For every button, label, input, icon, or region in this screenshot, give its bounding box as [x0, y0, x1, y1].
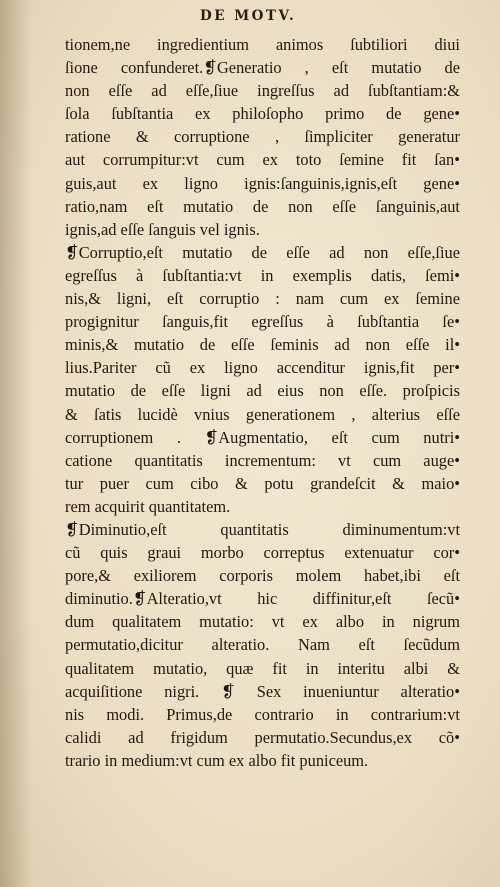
- text-line: non eſſe ad eſſe,ſiue ingreſſus ad ſubſtantiam:&: [65, 81, 460, 101]
- text-line: rem acquirit quantitatem.: [65, 496, 231, 516]
- text-line: ❡Diminutio,eſt quantitatis diminumentum:vt: [65, 519, 460, 539]
- text-line: tur puer cum cibo & potu grandeſcit & maio•: [65, 473, 460, 493]
- text-line: nis,& ligni, eſt corruptio : nam cum ex ſemine: [65, 289, 460, 309]
- text-line: egreſſus à ſubſtantia:vt in exemplis datis, ſemi•: [65, 265, 460, 285]
- text-line: & ſatis lucidè vnius generationem , alterius eſſe: [65, 404, 460, 424]
- text-line: nis modi. Primus,de contrario in contrarium:vt: [65, 704, 460, 724]
- body-text: [65, 33, 460, 772]
- text-line: calidi ad frigidum permutatio.Secundus,ex cõ•: [65, 727, 460, 747]
- text-line: pore,& exiliorem corporis molem habet,ibi eſt: [65, 566, 460, 586]
- text-line: aut corrumpitur:vt cum ex toto ſemine fit ſan•: [65, 150, 460, 170]
- text-line: ſione confunderet.❡Generatio , eſt mutatio de: [65, 58, 460, 78]
- text-line: mutatio de eſſe ligni ad eius non eſſe. proſpicis: [65, 381, 460, 401]
- text-line: ſola ſubſtantia ex philoſopho primo de gene•: [65, 104, 460, 124]
- text-line: qualitatem mutatio, quæ fit in interitu albi &: [65, 658, 460, 678]
- text-line: catione quantitatis incrementum: vt cum auge•: [65, 450, 460, 470]
- text-line: ignis,ad eſſe ſanguis vel ignis.: [65, 219, 260, 239]
- text-line: lius.Pariter cũ ex ligno accenditur ignis,fit per•: [65, 358, 460, 378]
- text-line: progignitur ſanguis,fit egreſſus à ſubſtantia ſe•: [65, 312, 460, 332]
- text-line: tionem,ne ingredientium animos ſubtiliori diui: [65, 35, 460, 54]
- text-line: trario in medium:vt cum ex albo fit puniceum.: [65, 750, 369, 770]
- text-line: dum qualitatem mutatio: vt ex albo in nigrum: [65, 612, 460, 632]
- text-line: minis,& mutatio de eſſe ſeminis ad non eſſe il•: [65, 335, 460, 355]
- text-line: ratione & corruptione , ſimpliciter generatur: [65, 127, 460, 147]
- text-line: guis,aut ex ligno ignis:ſanguinis,ignis,eſt gene•: [65, 173, 460, 193]
- text-line: cũ quis graui morbo correptus extenuatur cor•: [65, 543, 460, 563]
- text-line: corruptionem . ❡Augmentatio, eſt cum nutri•: [65, 427, 460, 447]
- running-head: DE MOTV.: [200, 8, 297, 24]
- gutter-shadow: [0, 0, 32, 887]
- text-line: permutatio,dicitur alteratio. Nam eſt ſecũdum: [65, 635, 460, 655]
- text-line: ratio,nam eſt mutatio de non eſſe ſanguinis,aut: [65, 196, 460, 216]
- text-line: diminutio.❡Alteratio,vt hic diffinitur,eſt ſecũ•: [65, 589, 460, 609]
- text-line: acquiſitione nigri. ❡ Sex inueniuntur alteratio•: [65, 681, 460, 701]
- text-line: ❡Corruptio,eſt mutatio de eſſe ad non eſſe,ſiue: [65, 242, 460, 262]
